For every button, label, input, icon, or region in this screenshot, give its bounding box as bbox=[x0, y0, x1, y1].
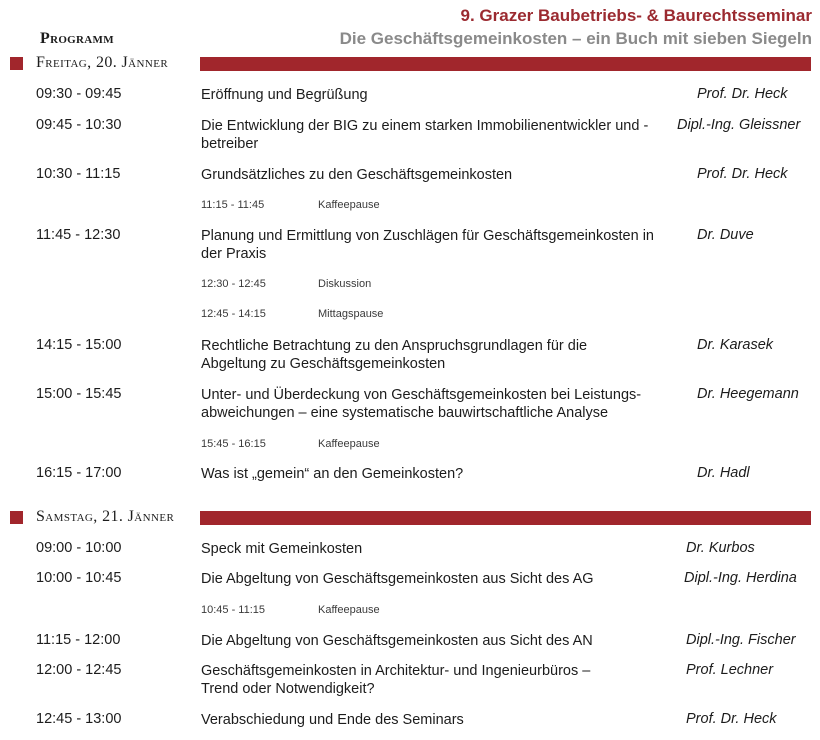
break-time: 11:15 - 11:45 bbox=[201, 199, 265, 211]
session-title: Die Abgeltung von Geschäftsgemeinkosten aus Sicht des AG bbox=[201, 571, 594, 587]
break-label: Kaffeepause bbox=[318, 438, 380, 450]
seminar-title: 9. Grazer Baubetriebs- & Baurechtsseminar bbox=[460, 6, 812, 25]
day-divider-bar bbox=[200, 511, 811, 525]
session-title: Die Entwicklung der BIG zu einem starken Immobilienentwickler und -betreiber bbox=[201, 118, 649, 152]
break-label: Kaffeepause bbox=[318, 604, 380, 616]
day-heading-friday: Freitag, 20. Jänner bbox=[36, 54, 169, 71]
session-speaker: Dr. Karasek bbox=[697, 337, 774, 353]
session-title: Unter- und Überdeckung von Geschäftsgemeinkosten bei Leistungs-abweichungen – eine systematische bauwirtschaftliche Analyse bbox=[201, 387, 642, 421]
session-time: 16:15 - 17:00 bbox=[36, 465, 122, 481]
break-time: 12:45 - 14:15 bbox=[201, 308, 266, 320]
day-marker-square bbox=[10, 511, 23, 524]
break-time: 10:45 - 11:15 bbox=[201, 604, 266, 616]
day-marker-square bbox=[10, 57, 23, 70]
session-speaker: Dipl.-Ing. Gleissner bbox=[677, 117, 801, 133]
session-title: Speck mit Gemeinkosten bbox=[201, 541, 363, 557]
session-time: 15:00 - 15:45 bbox=[36, 386, 122, 402]
session-title: Die Abgeltung von Geschäftsgemeinkosten aus Sicht des AN bbox=[201, 633, 593, 649]
session-speaker: Dr. Kurbos bbox=[686, 540, 755, 556]
session-time: 09:45 - 10:30 bbox=[36, 117, 122, 133]
session-title: Grundsätzliches zu den Geschäftsgemeinkosten bbox=[201, 167, 513, 183]
session-title: Planung und Ermittlung von Zuschlägen für Geschäftsgemeinkosten in der Praxis bbox=[201, 228, 654, 262]
day-heading-saturday: Samstag, 21. Jänner bbox=[36, 508, 175, 525]
session-title: Rechtliche Betrachtung zu den Anspruchsgrundlagen für die Abgeltung zu Geschäftsgemeinkosten bbox=[201, 338, 588, 372]
break-label: Mittagspause bbox=[318, 308, 384, 320]
session-speaker: Prof. Lechner bbox=[686, 662, 774, 678]
session-time: 09:00 - 10:00 bbox=[36, 540, 122, 556]
session-time: 11:15 - 12:00 bbox=[36, 632, 121, 648]
day-divider-bar bbox=[200, 57, 811, 71]
session-time: 09:30 - 09:45 bbox=[36, 86, 122, 102]
session-title: Verabschiedung und Ende des Seminars bbox=[201, 712, 464, 728]
session-time: 11:45 - 12:30 bbox=[36, 227, 121, 243]
session-time: 10:30 - 11:15 bbox=[36, 166, 121, 182]
session-title: Was ist „gemein“ an den Gemeinkosten? bbox=[201, 466, 464, 482]
break-time: 15:45 - 16:15 bbox=[201, 438, 266, 450]
session-speaker: Dipl.-Ing. Fischer bbox=[686, 632, 796, 648]
programm-heading: Programm bbox=[40, 30, 114, 47]
session-speaker: Dipl.-Ing. Herdina bbox=[684, 570, 797, 586]
session-speaker: Dr. Duve bbox=[697, 227, 754, 243]
break-label: Diskussion bbox=[318, 278, 372, 290]
session-time: 14:15 - 15:00 bbox=[36, 337, 122, 353]
seminar-subtitle: Die Geschäftsgemeinkosten – ein Buch mit sieben Siegeln bbox=[339, 29, 812, 48]
session-title: Eröffnung und Begrüßung bbox=[201, 87, 368, 103]
session-time: 12:00 - 12:45 bbox=[36, 662, 122, 678]
session-speaker: Prof. Dr. Heck bbox=[686, 711, 777, 727]
session-time: 12:45 - 13:00 bbox=[36, 711, 122, 727]
break-label: Kaffeepause bbox=[318, 199, 380, 211]
session-speaker: Dr. Hadl bbox=[697, 465, 750, 481]
session-speaker: Prof. Dr. Heck bbox=[697, 86, 788, 102]
session-speaker: Prof. Dr. Heck bbox=[697, 166, 788, 182]
session-speaker: Dr. Heegemann bbox=[697, 386, 799, 402]
session-time: 10:00 - 10:45 bbox=[36, 570, 122, 586]
session-title: Geschäftsgemeinkosten in Architektur- und Ingenieurbüros – Trend oder Notwendigkeit? bbox=[201, 663, 591, 697]
break-time: 12:30 - 12:45 bbox=[201, 278, 266, 290]
